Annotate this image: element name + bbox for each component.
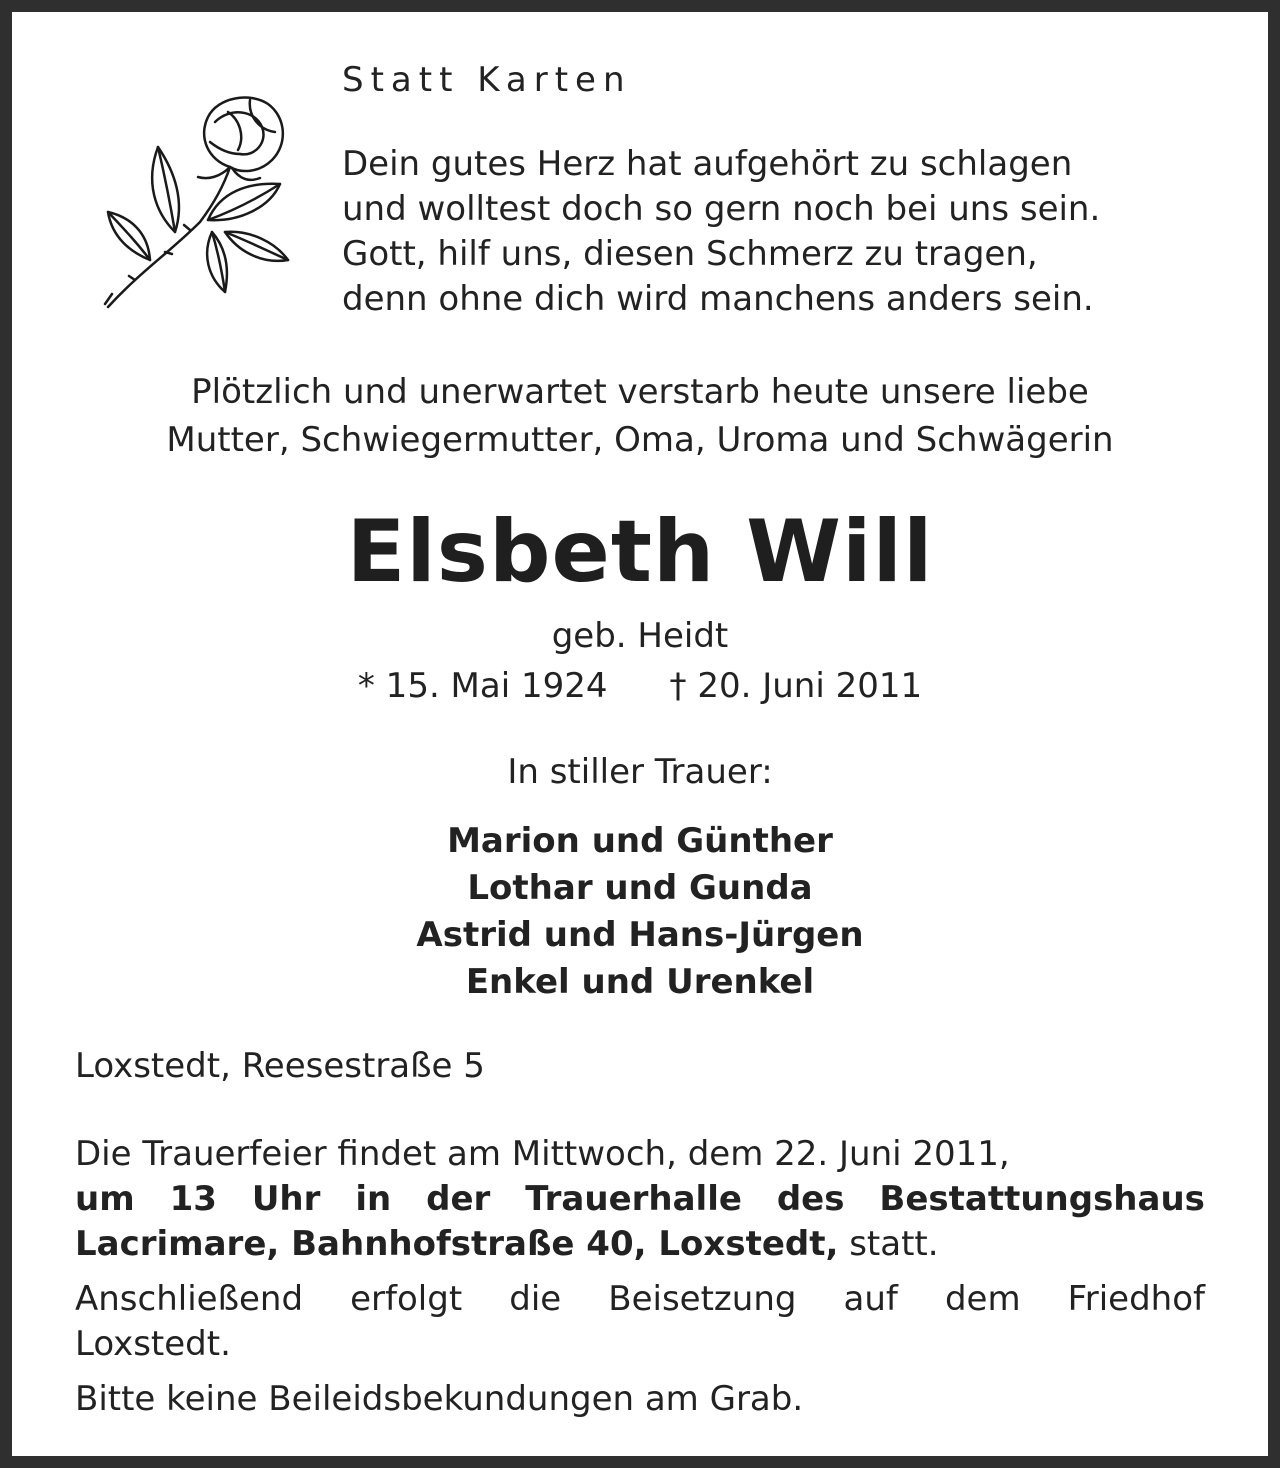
- ceremony-line-1: Die Trauerfeier findet am Mittwoch, dem 22. Juni 2011,: [75, 1134, 1010, 1174]
- mourner-name: Astrid und Hans-Jürgen: [416, 915, 864, 955]
- poem-line: Gott, hilf uns, diesen Schmerz zu tragen,: [342, 234, 1038, 274]
- mourner-name: Enkel und Urenkel: [465, 962, 815, 1002]
- poem-line: Dein gutes Herz hat aufgehört zu schlagen: [342, 144, 1073, 184]
- deceased-name: Elsbeth Will: [346, 502, 934, 602]
- burial-line-1: Anschließend erfolgt die Beisetzung auf dem Friedhof: [75, 1279, 1205, 1319]
- ceremony-line-2: um 13 Uhr in der Trauerhalle des Bestattungshaus: [75, 1179, 1205, 1219]
- mourner-name: Lothar und Gunda: [467, 868, 813, 908]
- poem-line: und wolltest doch so gern noch bei uns sein.: [342, 189, 1101, 229]
- poem-line: denn ohne dich wird manchens anders sein.: [342, 279, 1094, 319]
- statt-karten-heading: Statt Karten: [342, 60, 632, 100]
- death-date: † 20. Juni 2011: [669, 666, 923, 706]
- ceremony-paragraph: [75, 1132, 1205, 1267]
- funeral-details: [75, 1132, 1205, 1432]
- condolence-note: Bitte keine Beileidsbekundungen am Grab.: [75, 1379, 804, 1419]
- maiden-name: geb. Heidt: [551, 616, 729, 656]
- birth-date: * 15. Mai 1924: [357, 666, 608, 706]
- poem: [342, 142, 1242, 322]
- rose-icon: [90, 82, 300, 312]
- intro-text: [12, 368, 1268, 464]
- burial-paragraph: [75, 1277, 1205, 1367]
- mourning-heading: In stiller Trauer:: [507, 752, 773, 792]
- life-dates: [12, 666, 1268, 706]
- ceremony-line-3: Lacrimare, Bahnhofstraße 40, Loxstedt, statt.: [75, 1224, 939, 1264]
- address: Loxstedt, Reesestraße 5: [75, 1046, 485, 1086]
- mourners-list: [12, 818, 1268, 1006]
- mourner-name: Marion und Günther: [447, 821, 833, 861]
- intro-line: Plötzlich und unerwartet verstarb heute unsere liebe: [191, 372, 1089, 412]
- burial-line-2: Loxstedt.: [75, 1324, 231, 1364]
- intro-line: Mutter, Schwiegermutter, Oma, Uroma und Schwägerin: [166, 420, 1114, 460]
